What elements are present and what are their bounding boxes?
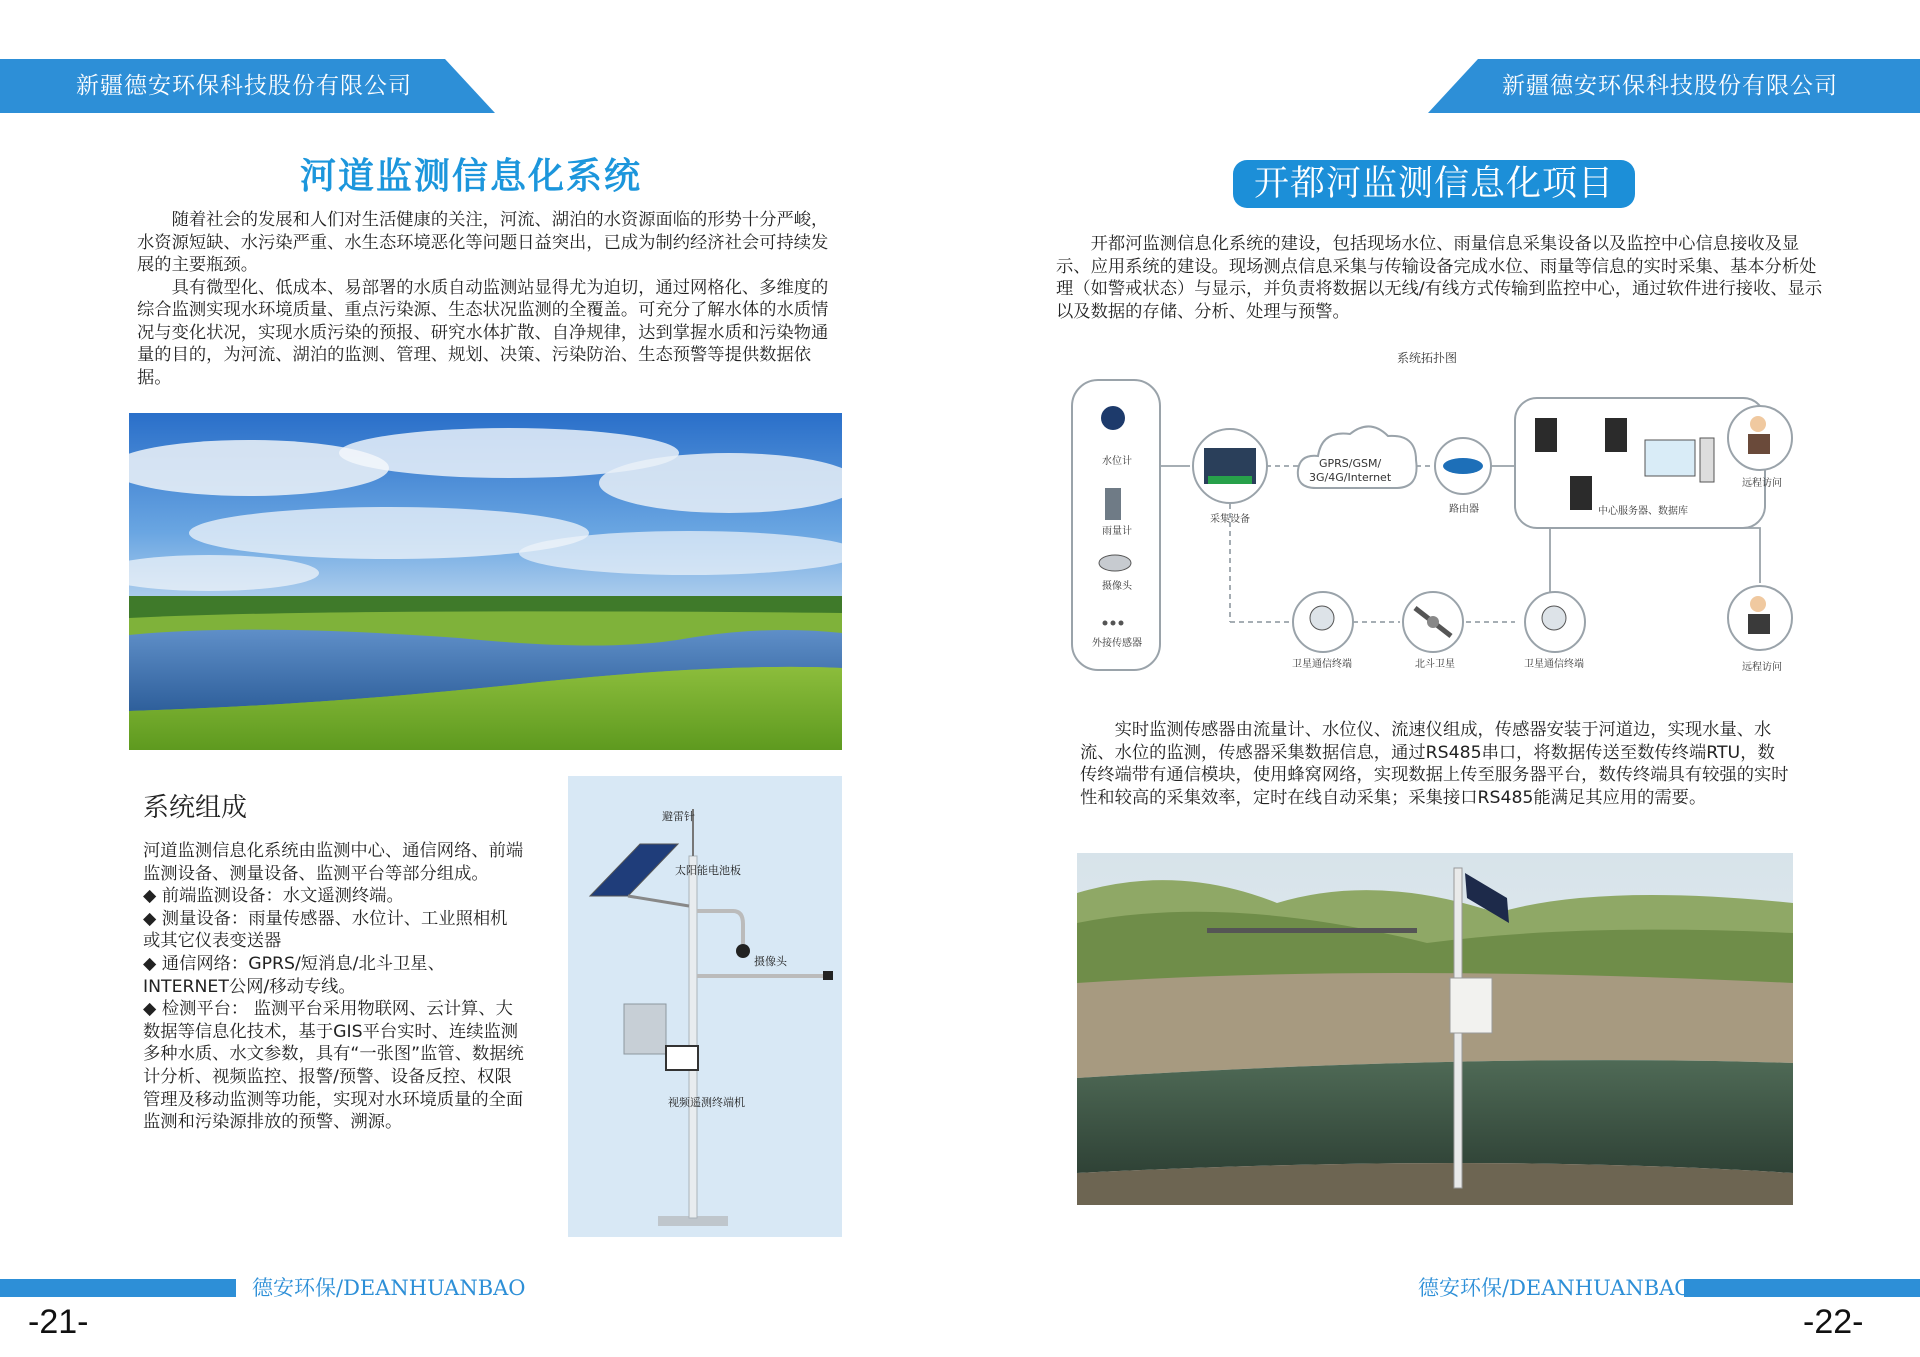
topology-sensor-water-level: 水位计 [1102,456,1132,467]
topology-sat-terminal-2: 卫星通信终端 [1524,659,1584,670]
monitoring-station-figure [568,776,842,1237]
bullet-platform: ◆ 检测平台： 监测平台采用物联网、云计算、大数据等信息化技术，基于GIS平台实时、连续监测多种水质、水文参数，具有“一张图”监管、数据统计分析、视频监控、报警/预警、设备反控、权限管理及移动监测等功能，实现对水环境质量的全面监测和污染源排放的预警、溯源。 [143,999,524,1133]
page-number-left: -21- [28,1303,89,1341]
bullet-measurement: ◆ 测量设备：雨量传感器、水位计、工业照相机或其它仪表变送器 [143,908,508,952]
section-title-system: 系统组成 [143,793,248,823]
label-camera: 摄像头 [754,955,787,968]
left-intro-paragraph-2: 具有微型化、低成本、易部署的水质自动监测站显得尤为迫切，通过网格化、多维度的综合监测实现水环境质量、重点污染源、生态状况监测的全覆盖。可充分了解水体的水质情况与变化状况，实现水质污染的预报、研究水体扩散、自净规律，达到掌握水质和污染物通量的目的，为河流、湖泊的监测、管理、规划、决策、污染防治、生态预警等提供数据依据。 [137,277,829,388]
topology-server-label: 中心服务器、数据库 [1598,506,1688,517]
topology-sensor-camera: 摄像头 [1102,581,1132,592]
topology-remote-label-1: 远程访问 [1742,478,1782,489]
topology-cloud-line-1: GPRS/GSM/ [1319,457,1382,470]
label-solar-panel: 太阳能电池板 [675,864,741,877]
right-intro [1056,233,1831,323]
riverside-station-photo [1077,853,1793,1205]
left-page-title: 河道监测信息化系统 [300,156,643,197]
topology-router-label: 路由器 [1449,504,1479,515]
page-number-right: -22- [1803,1303,1864,1341]
right-intro-paragraph: 开都河监测信息化系统的建设，包括现场水位、雨量信息采集设备以及监控中心信息接收及显示、应用系统的建设。现场测点信息采集与传输设备完成水位、雨量等信息的实时采集、基本分析处理（如警戒状态）与显示，并负责将数据以无线/有线方式传输到监控中心，通过软件进行接收、显示以及数据的存储、分析、处理与预警。 [1056,234,1823,322]
right-description-paragraph: 实时监测传感器由流量计、水位仪、流速仪组成，传感器安装于河道边，实现水量、水流、水位的监测，传感器采集数据信息，通过RS485串口，将数据传送至数传终端RTU，数传终端带有通信模块，使用蜂窝网络，实现数据上传至服务器平台，数传终端具有较强的实时性和较高的采集效率，定时在线自动采集；采集接口RS485能满足其应用的需要。 [1080,720,1789,808]
header-company-right: 新疆德安环保科技股份有限公司 [1502,73,1838,99]
topology-cloud-line-2: 3G/4G/Internet [1309,471,1392,484]
footer-brand-right: 德安环保/DEANHUANBAO [1418,1276,1692,1300]
topology-diagram [1070,378,1810,678]
system-intro: 河道监测信息化系统由监测中心、通信网络、前端监测设备、测量设备、监测平台等部分组成。 [143,841,524,884]
label-lightning-rod: 避雷针 [662,810,695,823]
topology-collector-label: 采集设备 [1210,514,1250,525]
topology-beidou-label: 北斗卫星 [1415,659,1455,670]
topology-remote-label-2: 远程访问 [1742,662,1782,673]
footer-band-right [1684,1279,1920,1297]
right-page-title: 开都河监测信息化项目 [1233,160,1635,208]
bullet-front-end: ◆ 前端监测设备：水文遥测终端。 [143,886,404,907]
footer-brand-left: 德安环保/DEANHUANBAO [252,1276,526,1300]
topology-title: 系统拓扑图 [1397,351,1458,365]
river-landscape-photo [129,413,842,750]
system-composition-text [143,840,524,1134]
topology-sensor-external: 外接传感器 [1092,638,1142,649]
topology-sensor-rain-gauge: 雨量计 [1102,526,1132,537]
label-video-terminal: 视频遥测终端机 [668,1096,745,1109]
right-description [1080,719,1792,809]
bullet-network: ◆ 通信网络：GPRS/短消息/北斗卫星、INTERNET公网/移动专线。 [143,953,445,997]
topology-sat-terminal-1: 卫星通信终端 [1292,659,1352,670]
left-intro-paragraph-1: 随着社会的发展和人们对生活健康的关注，河流、湖泊的水资源面临的形势十分严峻，水资源短缺、水污染严重、水生态环境恶化等问题日益突出，已成为制约经济社会可持续发展的主要瓶颈。 [137,210,829,275]
header-company-left: 新疆德安环保科技股份有限公司 [76,73,412,99]
footer-band-left [0,1279,236,1297]
left-intro [137,209,829,389]
